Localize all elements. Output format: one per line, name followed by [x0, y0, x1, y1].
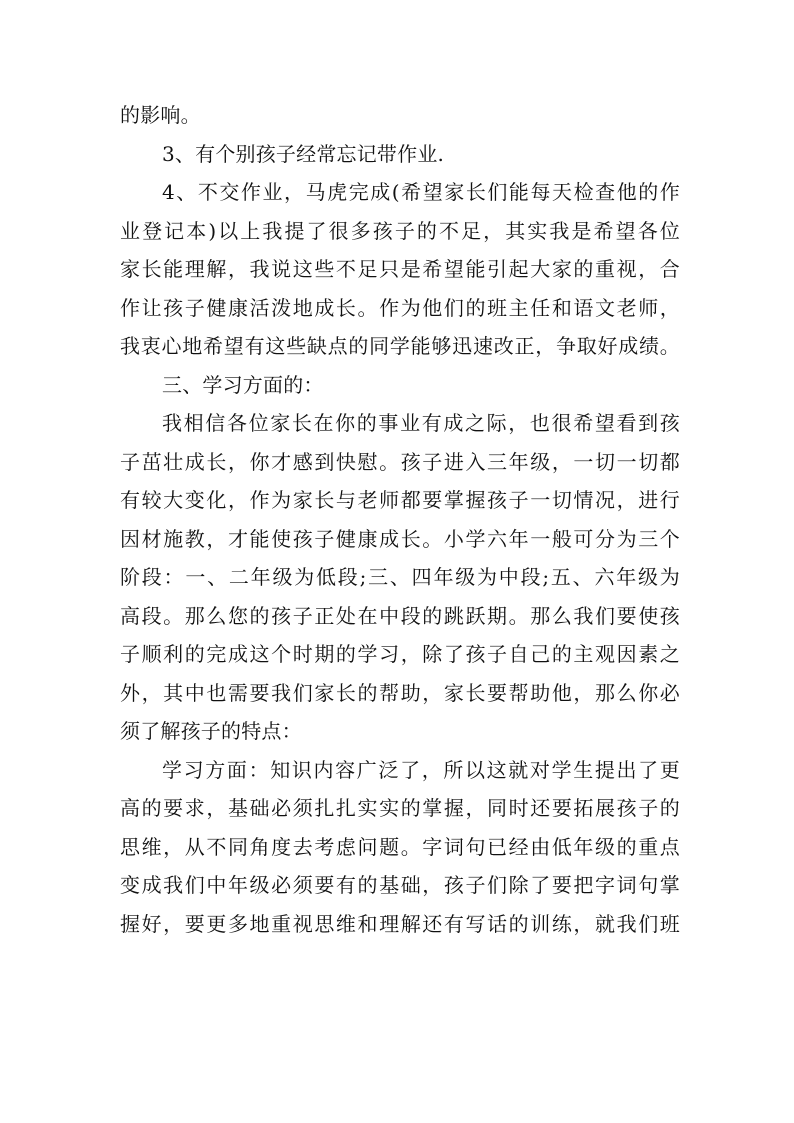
text-line: 思维，从不同角度去考虑问题。字词句已经由低年级的重点 [120, 834, 680, 859]
body-text [120, 96, 680, 943]
text-line: 须了解孩子的特点： [120, 719, 302, 743]
text-line: 阶段：一、二年级为低段;三、四年级为中段;五、六年级为 [120, 565, 680, 589]
text-line: 我衷心地希望有这些缺点的同学能够迅速改正，争取好成绩。 [120, 334, 680, 358]
text-line: 握好，要更多地重视思维和理解还有写话的训练，就我们班 [120, 911, 680, 936]
text-line: 因材施教，才能使孩子健康成长。小学六年一般可分为三个 [120, 526, 680, 551]
text-line: 我相信各位家长在你的事业有成之际，也很希望看到孩 [162, 411, 680, 435]
text-line: 子顺利的完成这个时期的学习，除了孩子自己的主观因素之 [120, 642, 680, 666]
text-line: 业登记本)以上我提了很多孩子的不足，其实我是希望各位 [120, 218, 680, 243]
text-line: 变成我们中年级必须要有的基础，孩子们除了要把字词句掌 [120, 873, 680, 897]
text-line: 高的要求，基础必须扎扎实实的掌握，同时还要拓展孩子的 [120, 796, 680, 820]
section-heading: 三、学习方面的： [162, 372, 324, 397]
text-line: 家长能理解，我说这些不足只是希望能引起大家的重视，合 [120, 257, 680, 281]
text-line: 4、不交作业，马虎完成(希望家长们能每天检查他的作 [162, 180, 680, 204]
text-line: 子茁壮成长，你才感到快慰。孩子进入三年级，一切一切都 [120, 449, 680, 474]
text-line: 作让孩子健康活泼地成长。作为他们的班主任和语文老师， [120, 295, 680, 320]
text-line: 学习方面：知识内容广泛了，所以这就对学生提出了更 [162, 757, 680, 782]
text-line: 有较大变化，作为家长与老师都要掌握孩子一切情况，进行 [120, 488, 680, 512]
text-line: 外，其中也需要我们家长的帮助，家长要帮助他，那么你必 [120, 680, 680, 705]
text-line: 3、有个别孩子经常忘记带作业. [162, 141, 445, 166]
text-line: 的影响。 [120, 103, 201, 127]
text-line: 高段。那么您的孩子正处在中段的跳跃期。那么我们要使孩 [120, 603, 680, 628]
